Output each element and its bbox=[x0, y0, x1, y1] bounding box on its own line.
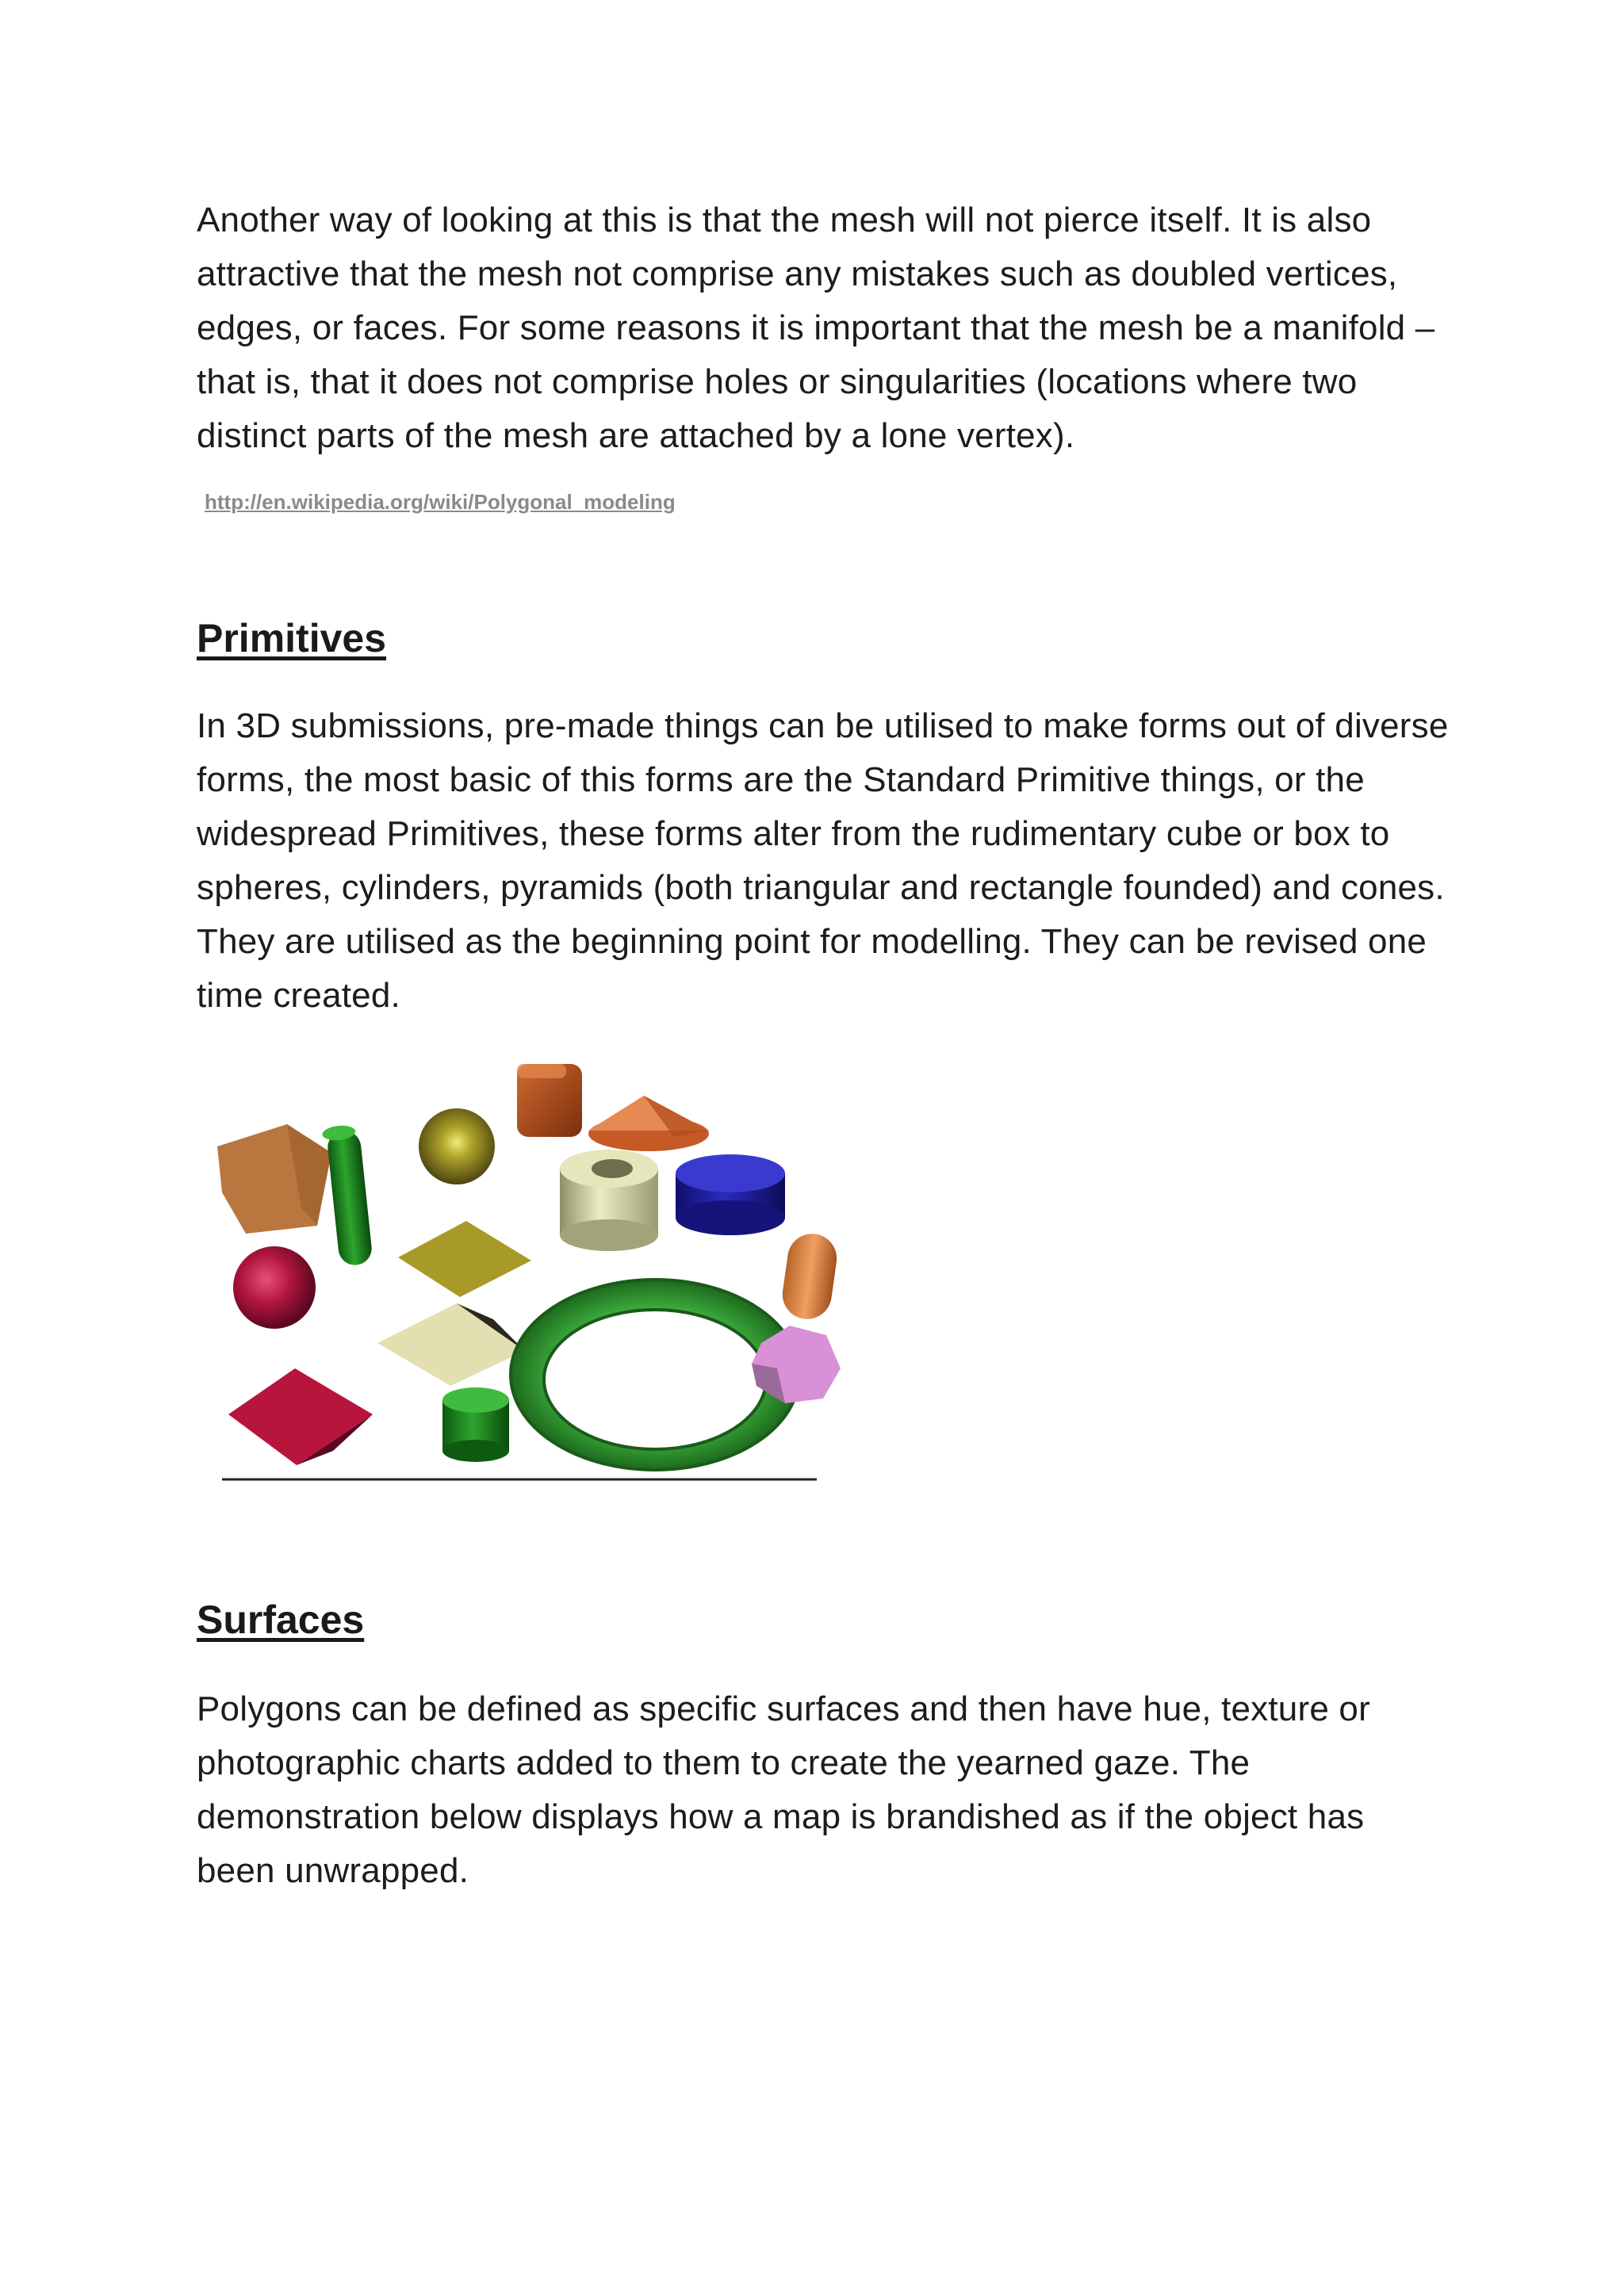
source-link[interactable]: http://en.wikipedia.org/wiki/Polygonal_modeling bbox=[205, 490, 676, 514]
orange-cone-icon bbox=[588, 1096, 709, 1151]
primitives-paragraph: In 3D submissions, pre-made things can be utilised to make forms out of diverse forms, the most basic of this forms are the Standard Primitive things, or the widespread Primitives, these forms alter from the rudimentary cube or box to spheres, cylinders, pyramids (both triangular and rectangle founded) and cones. They are utilised as the beginning point for modelling. They can be revised one time created. bbox=[197, 706, 1449, 1015]
crimson-octahedron-icon bbox=[228, 1368, 373, 1465]
intro-paragraph: Another way of looking at this is that the mesh will not pierce itself. It is also attractive that the mesh not comprise any mistakes such as doubled vertices, edges, or faces. For some reasons it is important that the mesh be a manifold – that is, that it does not comprise holes or singularities (locations where two distinct parts of the mesh are attached by a lone vertex). bbox=[197, 201, 1435, 455]
peach-capsule-icon bbox=[779, 1230, 840, 1322]
surfaces-heading: Surfaces bbox=[197, 1598, 365, 1642]
primitives-figure bbox=[198, 1058, 860, 1486]
primitives-heading: Primitives bbox=[197, 616, 387, 660]
orange-rounded-cube-icon bbox=[517, 1064, 582, 1137]
brown-box-icon bbox=[217, 1124, 331, 1234]
surfaces-paragraph: Polygons can be defined as specific surfaces and then have hue, texture or photographic charts added to them to create the yearned gaze. The demonstration below displays how a map is brandished as if the object has been unwrapped. bbox=[197, 1689, 1370, 1890]
green-short-cylinder-icon bbox=[442, 1387, 509, 1462]
olive-plane-icon bbox=[398, 1221, 531, 1297]
green-cylinder-icon bbox=[322, 1124, 373, 1267]
cream-pyramid-icon bbox=[377, 1303, 525, 1386]
olive-sphere-icon bbox=[419, 1108, 495, 1184]
blue-cylinder-icon bbox=[676, 1154, 785, 1235]
cream-tube-icon bbox=[560, 1150, 658, 1251]
crimson-sphere-icon bbox=[233, 1246, 316, 1329]
